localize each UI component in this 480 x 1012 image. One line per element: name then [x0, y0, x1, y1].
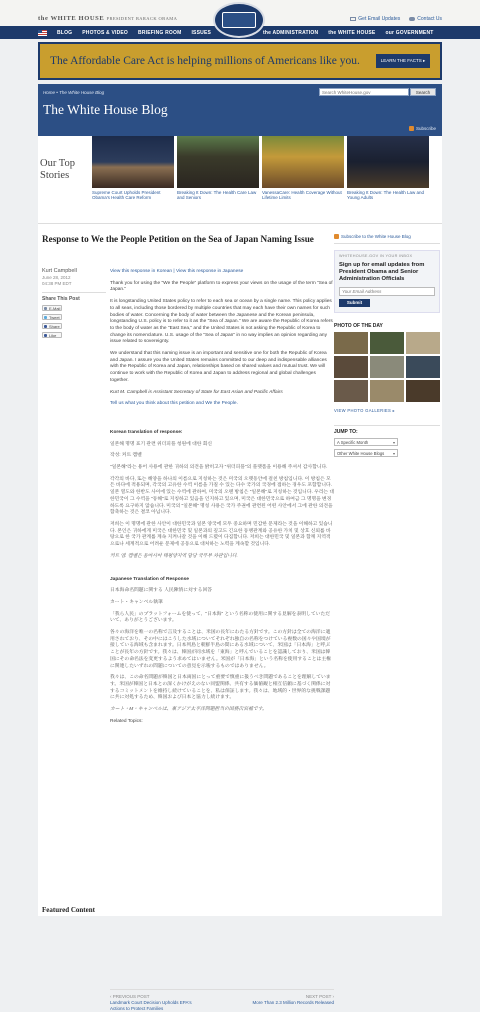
- chevron-down-icon: ▾: [392, 450, 395, 456]
- subscribe-link[interactable]: Subscribe: [409, 126, 436, 131]
- brand-main: the WHITE HOUSE: [38, 15, 105, 22]
- paragraph: It is longstanding United States policy to refer to each sea or ocean by a single name. This policy applies to all seas, including those bordered by multiple countries that may each have their own names for such bodies of water. Concerning the body of water between the Japanese and the Korean peninsula, longstanding U.S. policy is to refer to it as the "Sea of Japan." We are aware the Republic of Korea refers to the body of water as the "East Sea," and the United States is not asking the Republic of Korea to change its nomenclature. U.S. usage of the "Sea of Japan" in no way implies an opinion regarding any issue related to sovereignty.: [110, 299, 333, 345]
- korean-heading: Korean translation of response:: [110, 429, 183, 435]
- japanese-paragraph: 我々は、この命名問題が韓国と日本両国にとって重要で慎重に扱うべき問題であることを理解しています。米国が韓国と日本との深くかけがえのない同盟関係、共有する価値観と相互信頼に基づく関係に対するコミットメントを維持し続けていることを、私は保証します。我々は、地域的・世界的な挑戦課題に共に対処するため、韓国および日本と協力し続けます。: [110, 675, 331, 701]
- sidebar: [334, 234, 440, 457]
- korean-paragraph: 작성: 커트 캠벨: [110, 453, 142, 459]
- blogs-select[interactable]: Other White House Blogs ▾: [334, 449, 398, 457]
- signup-kicker: WHITEHOUSE.GOV IN YOUR INBOX: [339, 254, 413, 258]
- banner-text: The Affordable Care Act is helping millions of Americans like you.: [50, 55, 360, 67]
- sidebar-subscribe[interactable]: Subscribe to the White House Blog: [334, 234, 440, 244]
- related-topics: Related Topics:: [110, 718, 143, 724]
- contact-us-link[interactable]: Contact Us: [409, 16, 442, 22]
- post-navigation: [110, 989, 334, 1012]
- chevron-down-icon: ▾: [392, 439, 395, 445]
- search-button[interactable]: Search: [410, 88, 436, 96]
- top-links: [350, 16, 442, 22]
- email-share-button[interactable]: E-Mail: [42, 305, 62, 311]
- jump-to-title: JUMP TO:: [334, 425, 440, 435]
- like-button[interactable]: Like: [42, 332, 62, 338]
- story-thumbnail[interactable]: [262, 136, 344, 188]
- tell-us-link[interactable]: Tell us what you think about this petition and We the People.: [110, 401, 238, 407]
- next-post-label: NEXT POST ›: [305, 994, 334, 999]
- main-content: [38, 136, 442, 1012]
- korean-paragraph: 일본해 명명 표기 관련 위더피플 청원에 대한 회신: [110, 441, 213, 447]
- photo-thumbnail[interactable]: [370, 356, 404, 378]
- page-title: The White House Blog: [43, 102, 168, 117]
- nav-government[interactable]: our GOVERNMENT: [385, 29, 434, 36]
- post-date: June 28, 2012: [42, 275, 71, 280]
- photo-thumbnail[interactable]: [334, 356, 368, 378]
- author-name[interactable]: Kurt Campbell: [42, 268, 77, 274]
- mail-icon: [44, 307, 47, 310]
- nav-photos-video[interactable]: PHOTOS & VIDEO: [82, 29, 129, 36]
- brand-sub: PRESIDENT BARACK OBAMA: [106, 16, 178, 21]
- previous-post-title[interactable]: Landmark Court Decision Upholds EPA's Actions to Protect Families: [110, 1000, 192, 1012]
- photo-thumbnail[interactable]: [334, 332, 368, 354]
- photo-thumbnail[interactable]: [370, 380, 404, 402]
- photo-thumbnail[interactable]: [406, 332, 440, 354]
- nav-issues[interactable]: ISSUES: [191, 29, 212, 36]
- next-post-title[interactable]: More Than 2.3 Million Records Released: [252, 1000, 334, 1006]
- signup-heading: Sign up for email updates from President Obama and Senior Administration Officials: [339, 262, 425, 282]
- story-caption[interactable]: Breaking It Down: The Health Law and Young Adults: [347, 190, 424, 201]
- top-stories-title: Our Top Stories: [40, 158, 75, 182]
- article-body: [110, 269, 334, 1012]
- korean-paragraph: 각각의 바다, 또는 해양을 하나의 이름으로 지칭하는 것은 미국의 오랫동안에 걸친 방침입니다. 이 방침은 모든 바다에 적용되며, 각국의 고유한 수역 이름을 가질 수 있는 다수 국가의 국경에 접하는 경우도 포함합니다. 일본 열도와 한반도 사이에 있는 수역에 관하여, 미국의 오랜 방침은 "일본해"로 지칭하는 것입니다. 우리는 대한민국이 그 수역을 "동해"로 지칭하고 있음을 인지하고 있으며, 미국은 대한민국으로 하여금 그 명명을 변경하도록 요구하지 않습니다. 미국의 "일본해" 명칭 사용은 국가 주권에 관련된 어떤 사안에서 그에 관한 의견을 함축하는 것은 결코 아닙니다.: [110, 476, 334, 516]
- aca-banner[interactable]: [38, 42, 442, 80]
- story-caption[interactable]: VanessaCare: Health Coverage Without Lifetime Limits: [262, 190, 342, 201]
- photo-thumbnail[interactable]: [334, 380, 368, 402]
- story-thumbnail[interactable]: [177, 136, 259, 188]
- month-select[interactable]: A Specific Month ▾: [334, 438, 398, 446]
- japanese-paragraph: 日本海命名問題に関する 人民陳情に対する回答: [110, 588, 213, 594]
- mail-icon: [350, 17, 356, 21]
- previous-post-label: ‹ PREVIOUS POST: [110, 994, 150, 999]
- story-thumbnail[interactable]: [92, 136, 174, 188]
- featured-content-heading: Featured Content: [42, 906, 95, 914]
- post-time: 04:38 PM EDT: [42, 281, 72, 286]
- korean-paragraph: 커트 엠. 캠벨은 동아시아 태평양지역 담당 국무부 차관입니다.: [110, 553, 238, 559]
- tweet-button[interactable]: Tweet: [42, 314, 62, 320]
- search-input[interactable]: Search WhiteHouse.gov: [319, 88, 409, 96]
- twitter-icon: [44, 316, 47, 319]
- japanese-paragraph: カート・キャンベル執筆: [110, 599, 163, 605]
- paragraph: We understand that this naming issue is an important and sensitive one for both the Republic of Korea and Japan. I assure you the United States remains committed to our deep and indispensable alliances with the Republic of Korea and Japan, relationships based on shared values and mutual trust. We will continue to work with the Republic of Korea and Japan to address regional and global challenges together.: [110, 351, 327, 383]
- chat-icon: [409, 17, 415, 21]
- learn-facts-button[interactable]: LEARN THE FACTS ▸: [376, 54, 430, 68]
- story-card[interactable]: [347, 136, 429, 201]
- rss-icon: [409, 126, 414, 131]
- share-button[interactable]: Share: [42, 323, 62, 329]
- email-signup: [334, 250, 440, 313]
- photo-thumbnail[interactable]: [406, 380, 440, 402]
- korean-paragraph: 저희는 이 명명에 관한 사안이 대한민국과 일본 양국에 모두 중요하며 민감한 문제라는 것을 이해하고 있습니다. 본인은 귀하에게 미국은 대한민국 및 일본과의 깊고도 긴요한 동맹관계와 공유한 가치 및 상호 신뢰를 바탕으로 한 국가 관계를 계속 지켜나갈 것을 이해 드렸이 다짐합니다. 저희는 대한민국 및 일본과 함께 지역적으로나 세계적으로 어려운 문제에 공동으로 대처하는 노력을 계속할 것입니다.: [110, 521, 333, 548]
- nav-white-house[interactable]: the WHITE HOUSE: [328, 29, 376, 36]
- previous-post[interactable]: [110, 994, 205, 1012]
- japanese-paragraph: カート・M・キャンベルは、東アジア太平洋問題担当の国務次官補です。: [110, 707, 267, 713]
- story-card[interactable]: [92, 136, 174, 201]
- signature: Kurt M. Campbell is Assistant Secretary of State for East Asian and Pacific Affairs: [110, 389, 283, 395]
- japanese-paragraph: 「我ら人民」のプラットフォームを使って、"日本海" という名称の使用に関する見解を表明していただいて、ありがとうございます。: [110, 611, 331, 624]
- thumbs-up-icon: [44, 334, 47, 337]
- blog-header: [38, 84, 442, 136]
- nav-briefing-room[interactable]: BRIEFING ROOM: [138, 29, 182, 36]
- next-post[interactable]: [239, 994, 334, 1006]
- translation-links[interactable]: View this response in Korean | View this response in Japanese: [110, 269, 244, 274]
- japanese-heading: Japanese Translation of Response: [110, 576, 189, 582]
- nav-administration[interactable]: the ADMINISTRATION: [263, 29, 319, 36]
- photo-thumbnail[interactable]: [370, 332, 404, 354]
- korean-paragraph: "일본해"라는 용어 사용에 관한 귀하의 의견을 밝히고자 "위더피플"의 플랫폼을 이용해 주셔서 감사합니다.: [110, 465, 328, 471]
- flag-icon: [38, 30, 47, 36]
- story-card[interactable]: [262, 136, 344, 201]
- story-card[interactable]: [177, 136, 259, 201]
- facebook-icon: [44, 325, 47, 328]
- submit-button[interactable]: Submit: [339, 299, 370, 307]
- story-caption[interactable]: Breaking It Down: The Health Care Law and Seniors: [177, 190, 257, 201]
- site-brand[interactable]: [38, 15, 177, 22]
- top-stories: [38, 136, 442, 224]
- email-field[interactable]: Your Email Address: [339, 287, 435, 296]
- top-bar: [0, 0, 480, 26]
- photo-of-day-title: PHOTO OF THE DAY: [334, 322, 383, 329]
- paragraph: Thank you for using the "We the People" platform to express your views on the usage of the term "Sea of Japan.": [110, 280, 333, 293]
- japanese-paragraph: 各々の海洋を唯一の名称で言及することは、米国の長年にわたる方針です。この方針は全ての海洋に適用されており、その中にはこうした水域についてそれぞれ独自の名称をつけている複数の国々や国境が接している海域も含まれます。日本列島と朝鮮半島の間にある水域について、米国は「日本海」と呼ぶことが長年の方針です。我々は、韓国が同水域を「東海」と呼んでいることを認識しており、米国は韓国にその命名法を変更するよう求めてはいません。米国が「日本海」という名称を使用することは主権に関連したいずれの問題についての意見を示唆するものではありません。: [110, 630, 331, 669]
- photo-grid: [334, 332, 440, 402]
- view-photo-galleries-link[interactable]: VIEW PHOTO GALLERIES ▸: [334, 407, 395, 413]
- rss-icon: [334, 234, 339, 239]
- story-caption[interactable]: Supreme Court Upholds President Obama's Health Care Reform: [92, 190, 161, 201]
- nav-blog[interactable]: BLOG: [57, 29, 73, 36]
- article-title: Response to We the People Petition on the Sea of Japan Naming Issue: [42, 234, 314, 244]
- photo-thumbnail[interactable]: [406, 356, 440, 378]
- story-thumbnail[interactable]: [347, 136, 429, 188]
- byline: [42, 268, 106, 338]
- email-updates-link[interactable]: Get Email Updates: [350, 16, 400, 22]
- breadcrumb[interactable]: Home • The White House Blog: [43, 90, 105, 95]
- share-title: Share This Post: [42, 292, 106, 302]
- white-house-seal-logo[interactable]: [213, 2, 265, 38]
